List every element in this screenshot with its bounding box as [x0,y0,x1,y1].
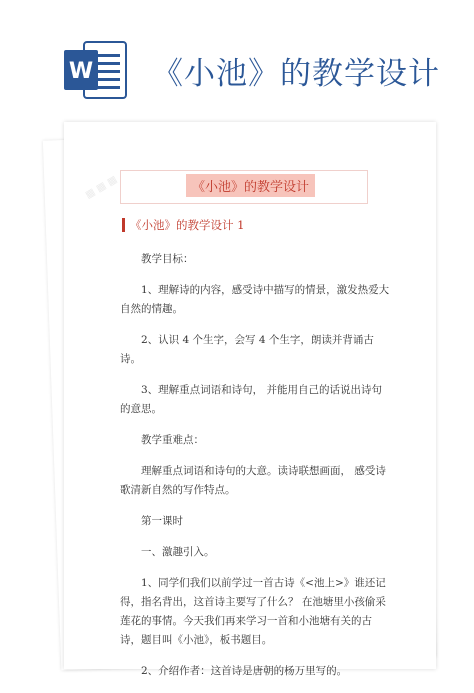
paragraph: 教学目标： [141,253,194,265]
paragraph: 1、同学们我们以前学过一首古诗《<池上>》谁还记得，指名背出，这首诗主要写了什么？ 在池塘里小孩偷采莲花的事情。今天我们再来学习一首和小池塘有关的古诗，题目叫《小池》，板书题目。 [120,577,386,646]
paragraph: 一、激趣引入。 [141,546,215,558]
watermark-mark: ▦ ▦ ▦ [83,174,120,201]
section-heading: 《小池》的教学设计 1 [130,218,245,232]
paragraph: 2、介绍作者：这首诗是唐朝的杨万里写的。 [141,665,348,677]
svg-text:W: W [68,59,94,84]
header-title: 《小池》的教学设计 [152,56,440,92]
paragraph: 1、理解诗的内容，感受诗中描写的情景，激发热爱大自然的情趣。 [120,284,390,315]
paragraph: 理解重点词语和诗句的大意。读诗联想画面， 感受诗歌清新自然的写作特点。 [120,465,386,496]
document-body [120,250,392,693]
header [0,0,474,120]
paragraph: 2、认识 4 个生字，会写 4 个生字，朗读并背诵古诗。 [120,334,374,365]
section-marker [122,218,125,232]
word-document-icon [62,40,130,100]
paragraph: 3、理解重点词语和诗句， 并能用自己的话说出诗句的意思。 [120,384,383,415]
document-title: 《小池》的教学设计 [186,174,315,197]
paragraph: 第一课时 [141,515,183,527]
document-page [64,122,436,677]
paragraph: 教学重难点： [141,434,204,446]
